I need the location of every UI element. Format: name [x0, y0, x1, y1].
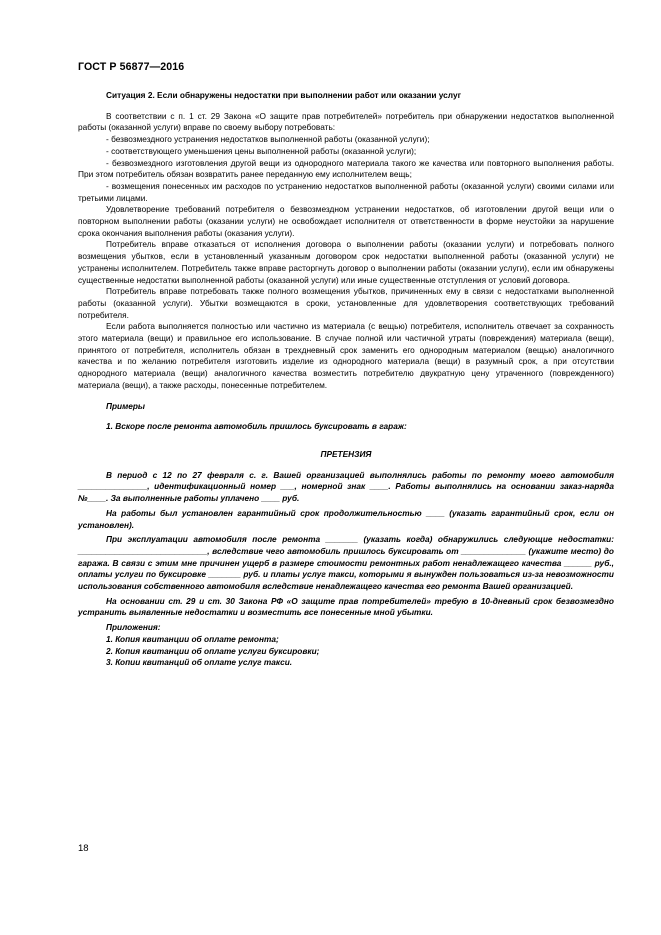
body-paragraph: Потребитель вправе отказаться от исполнения договора о выполнении работы (оказании услуги) и потребовать полного возмещения убытков, если в установленный указанным договором срок недостатки выполненной работы (оказанной услуги) не устранены исполнителем. Потребитель также вправе расторгнуть договор о выполнении работы (оказании услуги), если им обнаружены существенные недостатки выполненной работы (оказанной услуги) или иные существенные отступления от условий договора.	[78, 239, 614, 285]
page-number: 18	[78, 843, 89, 854]
example-heading: 1. Вскоре после ремонта автомобиль пришлось буксировать в гараж:	[106, 421, 407, 432]
rights-list-item: - соответствующего уменьшения цены выполненной работы (оказанной услуги);	[106, 145, 417, 156]
claim-paragraph: При эксплуатации автомобиля после ремонта _______ (указать когда) обнаружились следующие недостатки: ____________________________, вследствие чего автомобиль пришлось буксировать от ______________ (укажите место) до гаража. В связи с этим мне причинен ущерб в размере стоимости ремонтных работ ненадлежащего качества ______ руб., оплаты услуги по буксировке _______ руб. и платы услуг такси, которыми я вынужден пользоваться из-за невозможности использования собственного автомобиля вследствие ненадлежащего качества его ремонта Вашей организацией.	[78, 534, 614, 592]
examples-label: Примеры	[106, 400, 146, 411]
body-paragraph: Удовлетворение требований потребителя о безвозмездном устранении недостатков, об изготовлении другой вещи или о повторном выполнении работы (оказании услуги) не освобождает исполнителя от ответственности в форме неустойки за нарушение срока окончания выполнения работы (оказания услуги).	[78, 204, 614, 238]
attachments-title: Приложения:	[106, 622, 161, 633]
rights-list-item: - возмещения понесенных им расходов по устранению недостатков выполненной работы (оказанной услуги) своими силами или третьими лицами.	[78, 180, 614, 203]
rights-list-item: - безвозмездного устранения недостатков выполненной работы (оказанной услуги);	[106, 134, 430, 145]
claim-paragraph: В период с 12 по 27 февраля с. г. Вашей организацией выполнялись работы по ремонту моего автомобиля _______________, идентификационный номер ___, номерной знак ____. Работы выполнялись на основании заказ-наряда №____. За выполненные работы уплачено ____ руб.	[78, 469, 614, 504]
claim-title: ПРЕТЕНЗИЯ	[320, 448, 372, 459]
page-content	[78, 90, 614, 669]
attachment-item: 1. Копия квитанции об оплате ремонта;	[106, 633, 279, 644]
situation-title: Ситуация 2. Если обнаружены недостатки при выполнении работ или оказании услуг	[106, 90, 462, 100]
claim-paragraph: На работы был установлен гарантийный срок продолжительностью ____ (указать гарантийный срок, если он установлен).	[78, 507, 614, 530]
body-paragraph: Если работа выполняется полностью или частично из материала (с вещью) потребителя, исполнитель отвечает за сохранность этого материала (вещи) и правильное его использование. В случае полной или частичной утраты (повреждения) материала (вещи), принятого от потребителя, исполнитель обязан в трехдневный срок заменить его однородным материалом (вещью) аналогичного качества и по желанию потребителя изготовить изделие из однородного материала (вещи) в разумный срок, а при отсутствии однородного материала (вещи) аналогичного качества возместить потребителю двукратную цену утраченного (поврежденного) материала (вещи), а также расходы, понесенные потребителем.	[78, 321, 614, 390]
document-code: ГОСТ Р 56877—2016	[78, 61, 185, 73]
claim-paragraph: На основании ст. 29 и ст. 30 Закона РФ «О защите прав потребителей» требую в 10-дневный срок безвозмездно устранить выявленные недостатки и возместить все понесенные мной убытки.	[78, 595, 614, 618]
attachment-item: 3. Копии квитанций об оплате услуг такси.	[106, 657, 293, 668]
rights-list-item: - безвозмездного изготовления другой вещи из однородного материала такого же качества или повторного выполнения работы. При этом потребитель обязан возвратить ранее переданную ему исполнителем вещь;	[78, 157, 614, 180]
attachment-item: 2. Копия квитанции об оплате услуги буксировки;	[106, 645, 320, 656]
intro-paragraph: В соответствии с п. 1 ст. 29 Закона «О защите прав потребителей» потребитель при обнаружении недостатков выполненной работы (оказанной услуги) вправе по своему выбору потребовать:	[78, 110, 614, 133]
body-paragraph: Потребитель вправе потребовать также полного возмещения убытков, причиненных ему в связи с недостатками выполненной работы (оказанной услуги). Убытки возмещаются в сроки, установленные для удовлетворения соответствующих требований потребителя.	[78, 286, 614, 320]
